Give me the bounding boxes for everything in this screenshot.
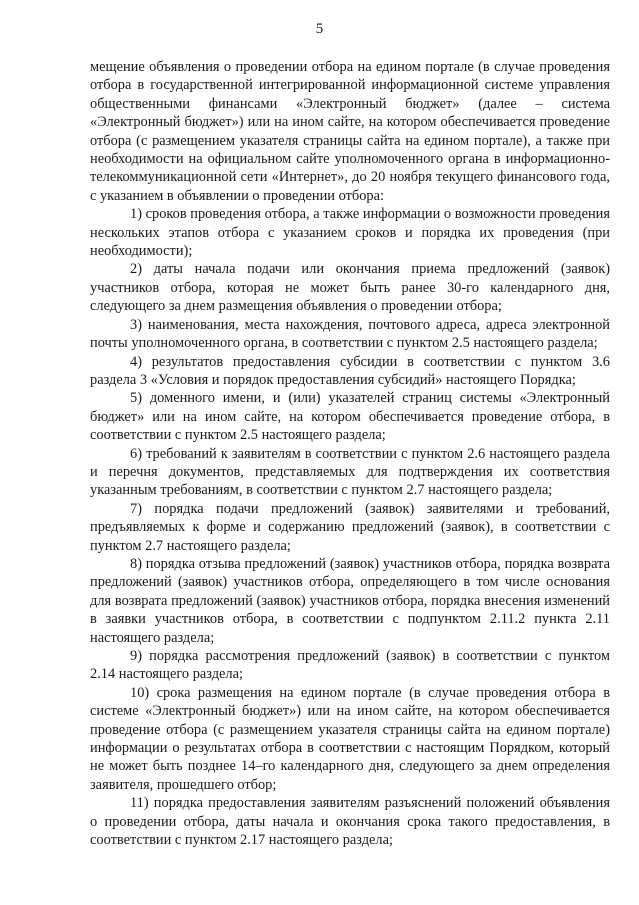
paragraph-item-5: 5) доменного имени, и (или) указателей страниц системы «Электронный бюджет» или на ином сайте, на котором обеспечивается проведение отбора, в соответствии с пунктом 2.5 настоящего раздела;: [90, 390, 610, 444]
paragraph-item-7: 7) порядка подачи предложений (заявок) заявителями и требований, предъявляемых к форме и содержанию предложений (заявок), в соответствии с пунктом 2.7 настоящего раздела;: [90, 500, 610, 554]
paragraph-item-6: 6) требований к заявителям в соответствии с пунктом 2.6 настоящего раздела и перечня документов, представляемых для подтверждения их соответствия указанным требованиям, в соответствии с пунктом 2.7 настоящего раздела;: [90, 445, 610, 499]
paragraph-item-4: 4) результатов предоставления субсидии в соответствии с пунктом 3.6 раздела 3 «Условия и порядок предоставления субсидий» настоящего Порядка;: [90, 353, 610, 388]
paragraph-item-2: 2) даты начала подачи или окончания приема предложений (заявок) участников отбора, которая не может быть ранее 30-го календарного дня, следующего за днем размещения объявления о проведении отбора;: [90, 261, 610, 315]
paragraph-item-8: 8) порядка отзыва предложений (заявок) участников отбора, порядка возврата предложений (заявок) участников отбора, определяющего в том числе основания для возврата предложений (заявок) участников отбора, порядка внесения изменений в заявки участников отбора, в соответствии с подпунктом 2.11.2 пункта 2.11 настоящего раздела;: [90, 555, 610, 646]
paragraph-item-1: 1) сроков проведения отбора, а также информации о возможности проведения нескольких этапов отбора с указанием сроков и порядка их проведения (при необходимости);: [90, 206, 610, 260]
document-body: [90, 58, 610, 849]
paragraph-item-3: 3) наименования, места нахождения, почтового адреса, адреса электронной почты уполномоченного органа, в соответствии с пунктом 2.5 настоящего раздела;: [90, 316, 610, 352]
page-number: 5: [315, 21, 324, 37]
paragraph-intro: мещение объявления о проведении отбора на едином портале (в случае проведения отбора в государственной интегрированной информационной системе управления общественными финансами «Электронный бюджет» (далее – система «Электронный бюджет») или на ином сайте, на котором обеспечивается проведение отбора (с размещением указателя страницы сайта на едином портале), а также при необходимости на официальном сайте уполномоченного органа в информационно-телекоммуникационной сети «Интернет», до 20 ноября текущего финансового года, с указанием в объявлении о проведении отбора:: [90, 59, 610, 204]
paragraph-item-9: 9) порядка рассмотрения предложений (заявок) в соответствии с пунктом 2.14 настоящего раздела;: [90, 648, 610, 683]
paragraph-item-10: 10) срока размещения на едином портале (в случае проведения отбора в системе «Электронный бюджет») или на ином сайте, на котором обеспечивается проведение отбора (с размещением указателя страницы сайта на едином портале) информации о результатах отбора в соответствии с настоящим Порядком, который не может быть позднее 14–го календарного дня, следующего за днем определения заявителя, прошедшего отбор;: [90, 684, 610, 793]
paragraph-item-11: 11) порядка предоставления заявителям разъяснений положений объявления о проведении отбора, даты начала и окончания срока такого предоставления, в соответствии с пунктом 2.17 настоящего раздела;: [90, 795, 610, 849]
